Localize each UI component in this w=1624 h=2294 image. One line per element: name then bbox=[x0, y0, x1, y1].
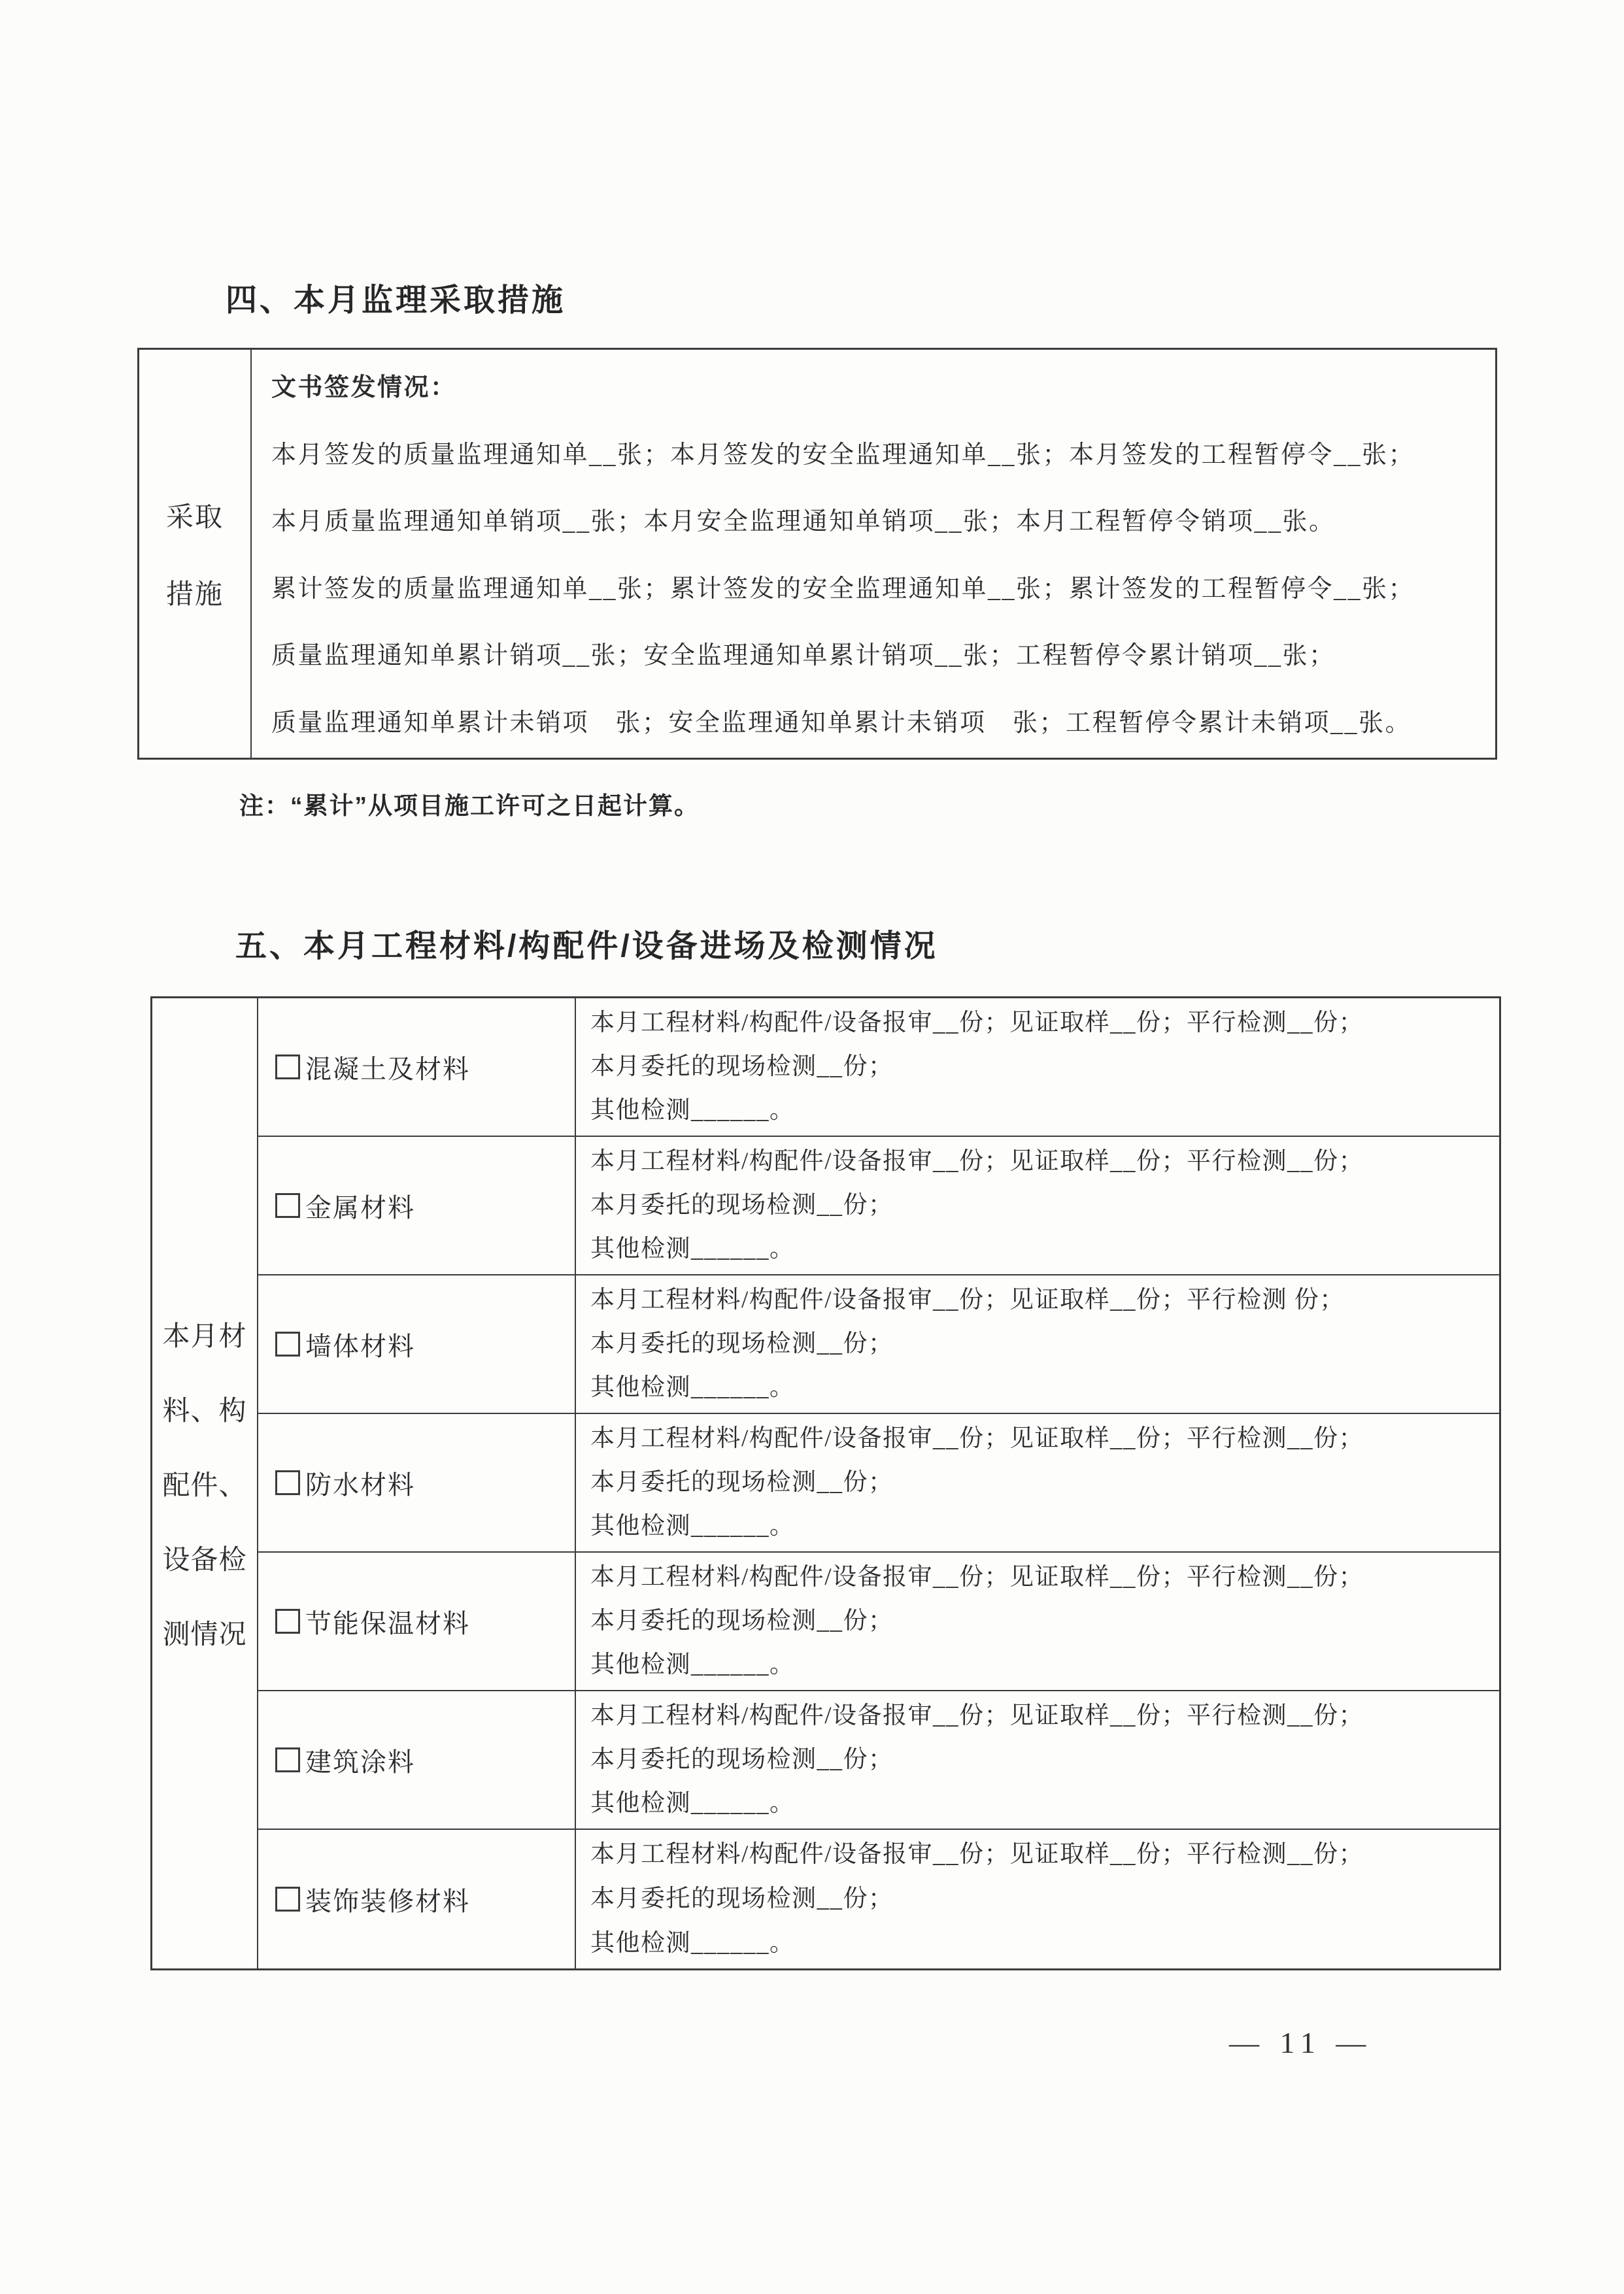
section5-title: 五、本月工程材料/构配件/设备进场及检测情况 bbox=[235, 929, 938, 964]
issued-this-month-line: 本月签发的质量监理通知单__张；本月签发的安全监理通知单__张；本月签发的工程暂停令__张； bbox=[271, 441, 1415, 469]
material-row-decoration bbox=[258, 1830, 576, 1968]
materials-header-line5: 测情况 bbox=[162, 1620, 247, 1650]
material-row-concrete bbox=[258, 998, 576, 1137]
detail-line: 本月工程材料/构配件/设备报审__份；见证取样__份；平行检测__份； bbox=[590, 1564, 1364, 1591]
insulation-checkbox-icon[interactable] bbox=[275, 1609, 300, 1634]
materials-table bbox=[150, 996, 1501, 1970]
material-label: 装饰装修材料 bbox=[305, 1886, 470, 1916]
material-row-waterproof bbox=[258, 1414, 576, 1553]
materials-header-line1: 本月材 bbox=[162, 1322, 247, 1352]
detail-line: 本月委托的现场检测__份； bbox=[590, 1192, 894, 1219]
materials-header-line3: 配件、 bbox=[162, 1471, 247, 1501]
material-row-wall bbox=[258, 1275, 576, 1414]
detail-line: 本月委托的现场检测__份； bbox=[590, 1746, 894, 1773]
detail-line: 本月委托的现场检测__份； bbox=[590, 1608, 894, 1634]
detail-line: 本月委托的现场检测__份； bbox=[590, 1053, 894, 1080]
measures-header-line1: 采取 bbox=[165, 503, 224, 533]
materials-header-line2: 料、构 bbox=[162, 1396, 247, 1426]
material-detail-concrete bbox=[576, 998, 1499, 1137]
cumulative-issued-line: 累计签发的质量监理通知单__张；累计签发的安全监理通知单__张；累计签发的工程暂停令__张； bbox=[271, 575, 1415, 603]
detail-line: 本月工程材料/构配件/设备报审__份；见证取样__份；平行检测__份； bbox=[590, 1702, 1364, 1729]
measures-header-line2: 措施 bbox=[165, 580, 224, 610]
material-label: 节能保温材料 bbox=[305, 1608, 470, 1638]
section4-title: 四、本月监理采取措施 bbox=[226, 283, 566, 318]
material-detail-waterproof bbox=[576, 1414, 1499, 1553]
material-label: 金属材料 bbox=[305, 1192, 415, 1223]
detail-line: 其他检测______。 bbox=[590, 1097, 795, 1124]
concrete-checkbox-icon[interactable] bbox=[275, 1054, 300, 1079]
detail-line: 本月委托的现场检测__份； bbox=[590, 1885, 894, 1912]
detail-line: 其他检测______。 bbox=[590, 1930, 795, 1957]
detail-line: 其他检测______。 bbox=[590, 1374, 795, 1401]
material-label: 墙体材料 bbox=[305, 1331, 415, 1361]
wall-checkbox-icon[interactable] bbox=[275, 1332, 300, 1357]
document-issuance-heading: 文书签发情况： bbox=[271, 374, 457, 401]
material-label: 防水材料 bbox=[305, 1470, 415, 1500]
material-label: 建筑涂料 bbox=[305, 1747, 415, 1777]
detail-line: 其他检测______。 bbox=[590, 1513, 795, 1540]
material-detail-coating bbox=[576, 1691, 1499, 1830]
detail-line: 本月工程材料/构配件/设备报审__份；见证取样__份；平行检测__份； bbox=[590, 1148, 1364, 1175]
material-row-insulation bbox=[258, 1553, 576, 1691]
detail-line: 本月工程材料/构配件/设备报审__份；见证取样__份；平行检测__份； bbox=[590, 1009, 1364, 1036]
materials-header-line4: 设备检 bbox=[162, 1545, 247, 1576]
cumulative-open-line: 质量监理通知单累计未销项 张；安全监理通知单累计未销项 张；工程暂停令累计未销项__张。 bbox=[271, 709, 1412, 737]
cumulative-note: 注：“累计”从项目施工许可之日起计算。 bbox=[239, 792, 700, 819]
measures-row-header bbox=[139, 350, 252, 758]
material-row-metal bbox=[258, 1137, 576, 1275]
cumulative-closed-line: 质量监理通知单累计销项__张；安全监理通知单累计销项__张；工程暂停令累计销项__张； bbox=[271, 642, 1336, 670]
materials-row-header bbox=[152, 998, 258, 1968]
closed-this-month-line: 本月质量监理通知单销项__张；本月安全监理通知单销项__张；本月工程暂停令销项__张。 bbox=[271, 508, 1336, 536]
material-detail-wall bbox=[576, 1275, 1499, 1414]
measures-content-cell bbox=[252, 350, 1495, 758]
metal-checkbox-icon[interactable] bbox=[275, 1193, 300, 1218]
material-detail-insulation bbox=[576, 1553, 1499, 1691]
detail-line: 本月委托的现场检测__份； bbox=[590, 1469, 894, 1496]
material-detail-metal bbox=[576, 1137, 1499, 1275]
material-row-coating bbox=[258, 1691, 576, 1830]
detail-line: 本月工程材料/构配件/设备报审__份；见证取样__份；平行检测 份； bbox=[590, 1287, 1345, 1313]
page-number: — 11 — bbox=[1229, 2026, 1373, 2059]
waterproof-checkbox-icon[interactable] bbox=[275, 1470, 300, 1495]
detail-line: 其他检测______。 bbox=[590, 1790, 795, 1817]
coating-checkbox-icon[interactable] bbox=[275, 1747, 300, 1772]
material-label: 混凝土及材料 bbox=[305, 1054, 470, 1084]
decoration-checkbox-icon[interactable] bbox=[275, 1887, 300, 1912]
measures-table bbox=[137, 348, 1497, 760]
detail-line: 本月工程材料/构配件/设备报审__份；见证取样__份；平行检测__份； bbox=[590, 1425, 1364, 1452]
detail-line: 其他检测______。 bbox=[590, 1236, 795, 1262]
detail-line: 本月委托的现场检测__份； bbox=[590, 1330, 894, 1357]
material-detail-decoration bbox=[576, 1830, 1499, 1968]
detail-line: 本月工程材料/构配件/设备报审__份；见证取样__份；平行检测__份； bbox=[590, 1841, 1364, 1868]
detail-line: 其他检测______。 bbox=[590, 1651, 795, 1678]
